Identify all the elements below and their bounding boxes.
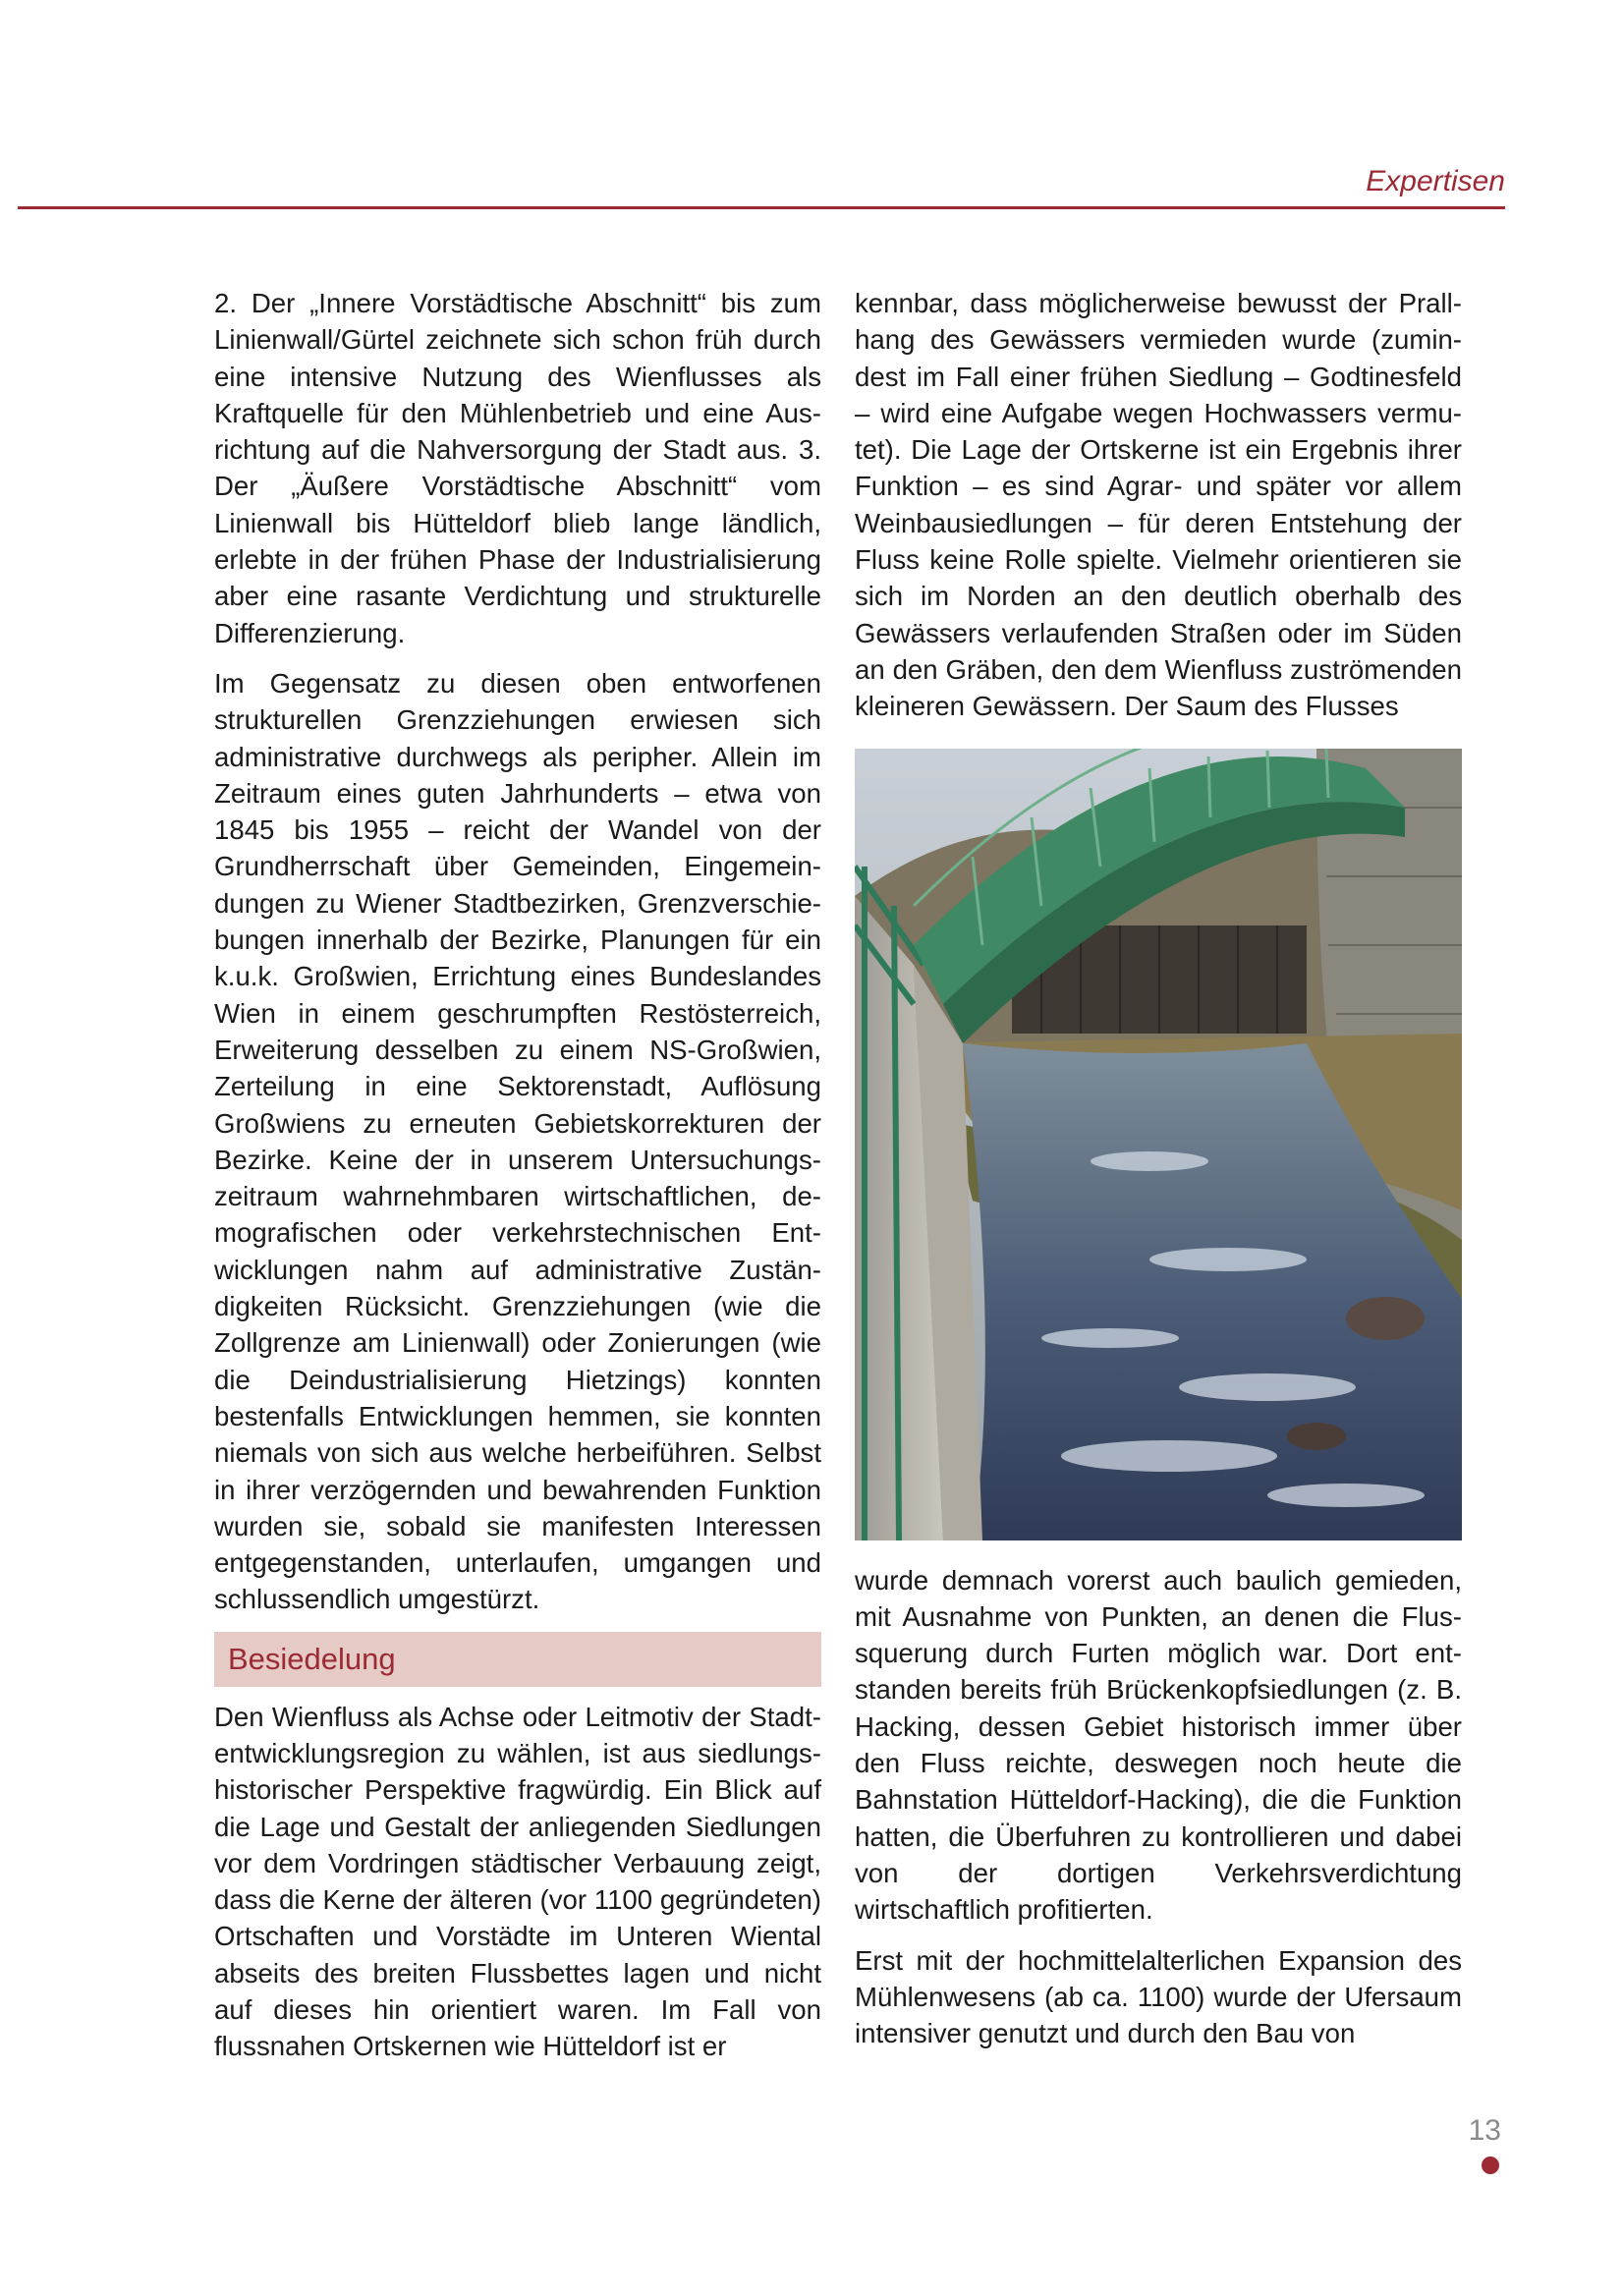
section-heading: Besiedelung (214, 1632, 821, 1687)
paragraph: Im Gegensatz zu diesen oben entworfenen strukturellen Grenzziehungen erwiesen sich administrative durchwegs als peripher. Allein im Zeitraum eines guten Jahrhunderts – etwa von 1845 bis 1955 – reicht der Wandel von der Grundherrschaft über Gemeinden, Eingemeindungen zu Wiener Stadtbezirken, Grenzverschiebungen innerhalb der Bezirke, Planungen für ein k.u.k. Großwien, Errichtung eines Bundeslandes Wien in einem geschrumpften Restösterreich, Erweiterung desselben zu einem NS-Großwien, Zerteilung in eine Sektorenstadt, Auflösung Großwiens zu erneuten Gebietskorrekturen der Bezirke. Keine der in unserem Untersuchungszeitraum wahrnehmbaren wirtschaftlichen, demografischen oder verkehrstechnischen Entwicklungen nahm auf administrative Zuständigkeiten Rücksicht. Grenzziehungen (wie die Zollgrenze am Linienwall) oder Zonierungen (wie die Deindustrialisierung Hietzings) konnten bestenfalls Entwicklungen hemmen, sie konnten niemals von sich aus welche herbeiführen. Selbst in ihrer verzögernden und bewahrenden Funktion wurden sie, sobald sie manifesten Interessen entgegenstanden, unterlaufen, umgangen und schlussendlich umgestürzt. (214, 667, 821, 1615)
left-column (214, 285, 821, 2079)
river-bridge-photo (855, 749, 1462, 1540)
page-number: 13 (1468, 2114, 1501, 2147)
paragraph: Erst mit der hochmittelalterlichen Expansion des Mühlenwesens (ab ca. 1100) wurde der Ufersaum intensiver genutzt und durch den Bau von (855, 1944, 1462, 2049)
paragraph: 2. Der „Innere Vorstädtische Abschnitt“ bis zum Linienwall/Gürtel zeichnete sich schon früh durch eine intensive Nutzung des Wienflusses als Kraftquelle für den Mühlenbetrieb und eine Ausrichtung auf die Nahversorgung der Stadt aus. 3. Der „Äußere Vorstädtische Abschnitt“ vom Linienwall bis Hütteldorf blieb lange ländlich, erlebte in der frühen Phase der Industrialisierung aber eine rasante Verdichtung und strukturelle Differenzierung. (214, 288, 821, 648)
paragraph: Den Wienfluss als Achse oder Leitmotiv der Stadtentwicklungsregion zu wählen, ist aus siedlungshistorischer Perspektive fragwürdig. Ein Blick auf die Lage und Gestalt der anliegenden Siedlungen vor dem Vordringen städtischer Verbauung zeigt, dass die Kerne der älteren (vor 1100 gegründeten) Ortschaften und Vorstädte im Unteren Wiental abseits des breiten Flussbettes lagen und nicht auf dieses hin orientiert waren. Im Fall von flussnahen Ortskernen wie Hütteldorf ist er (214, 1701, 821, 2062)
section-label: Expertisen (1366, 165, 1505, 197)
right-column (855, 285, 1462, 2065)
paragraph: wurde demnach vorerst auch baulich gemieden, mit Ausnahme von Punkten, an denen die Flussquerung durch Furten möglich war. Dort entstanden bereits früh Brückenkopfsiedlungen (z. B. Hacking, dessen Gebiet historisch immer über den Fluss reichte, deswegen noch heute die Bahnstation Hütteldorf-Hacking), die die Funktion hatten, die Überfuhren zu kontrollieren und dabei von der dortigen Verkehrsverdichtung wirtschaftlich profitierten. (855, 1564, 1462, 1926)
page-dot-icon (1482, 2156, 1499, 2174)
paragraph: kennbar, dass möglicherweise bewusst der Prallhang des Gewässers vermieden wurde (zumindest im Fall einer frühen Siedlung – Godtinesfeld – wird eine Aufgabe wegen Hochwassers vermutet). Die Lage der Ortskerne ist ein Ergebnis ihrer Funktion – es sind Agrar- und später vor allem Weinbausiedlungen – für deren Entstehung der Fluss keine Rolle spielte. Vielmehr orientieren sie sich im Norden an den deutlich oberhalb des Gewässers verlaufenden Straßen oder im Süden an den Gräben, den dem Wienfluss zuströmenden kleineren Gewässern. Der Saum des Flusses (855, 288, 1462, 722)
header-rule (18, 206, 1505, 209)
